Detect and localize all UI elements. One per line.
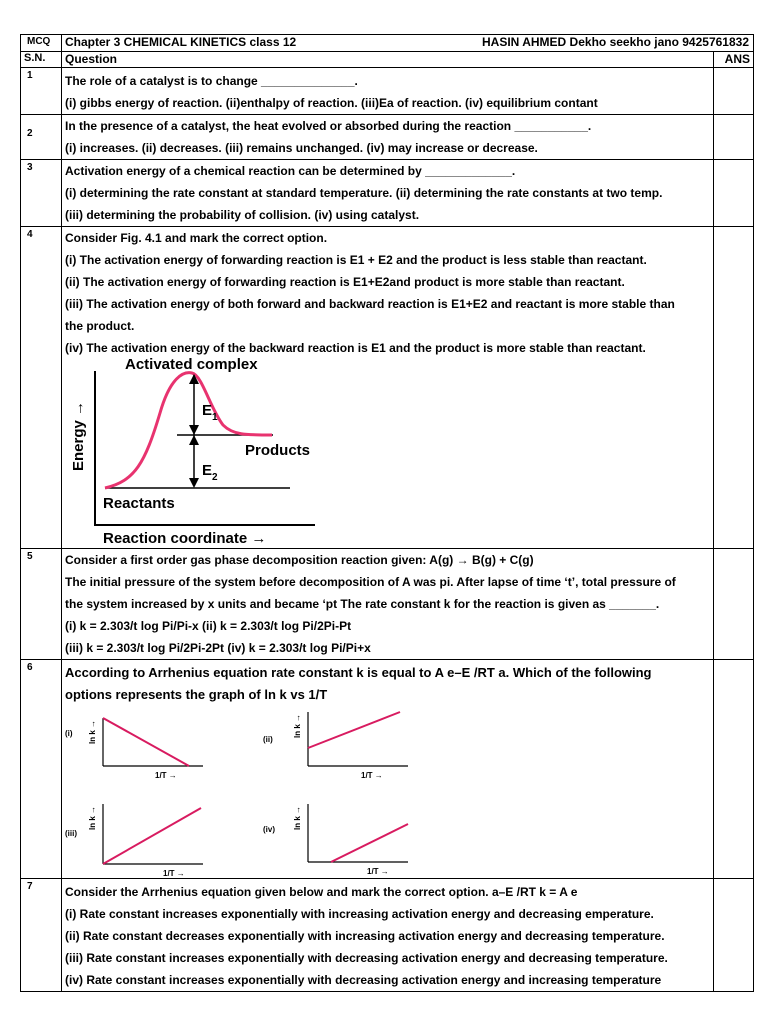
option-line: (iii) The activation energy of both forward and backward reaction is E1+E2 and reactant is more stable than [65,297,675,311]
question-text: options represents the graph of ln k vs 1/T [65,687,328,702]
question-row [21,68,754,115]
answer-cell[interactable] [714,160,754,227]
question-number: 3 [21,160,62,227]
author-info: HASIN AHMED Dekho seekho jano 9425761832 [482,35,749,49]
question-cell [62,160,714,227]
e1-label: $E_1$ [202,402,218,423]
answer-cell[interactable] [714,549,754,660]
question-cell [62,660,714,879]
page-title [62,35,754,52]
option-line: (iv) Rate constant increases exponentially with decreasing activation energy and increasing temperature [65,973,662,987]
option-line: (iii) Rate constant increases exponentially with decreasing activation energy and decreasing temperature. [65,951,668,965]
question-number: 5 [21,549,62,660]
question-cell [62,68,714,115]
svg-text:ln k →: ln k → [293,805,302,830]
graph-option-i[interactable] [65,718,203,780]
e2-arrow-tail [189,478,199,488]
option-line: (iii) determining the probability of collision. (iv) using catalyst. [65,208,420,222]
answer-cell[interactable] [714,879,754,992]
svg-text:(ii): (ii) [263,735,273,744]
e2-arrow-head [189,435,199,445]
svg-text:1/T →: 1/T → [163,869,185,878]
answer-cell[interactable] [714,68,754,115]
question-cell [62,227,714,549]
question-row [21,115,754,160]
question-cell [62,879,714,992]
answer-cell[interactable] [714,660,754,879]
graph-option-iv[interactable] [263,804,408,876]
e2-label: $E_2$ [202,462,218,483]
svg-text:ln k →: ln k → [88,805,97,830]
ln-k-line [331,824,408,862]
option-line: the product. [65,319,135,333]
column-header-row [21,52,754,68]
question-row [21,160,754,227]
question-cell [62,115,714,160]
ans-header: ANS [714,52,754,68]
question-text: The initial pressure of the system before decomposition of A was pi. After lapse of time ‘t’, total pressure of [65,575,676,589]
answer-cell[interactable] [714,115,754,160]
svg-text:(iii): (iii) [65,829,77,838]
option-line: (i) gibbs energy of reaction. (ii)enthalpy of reaction. (iii)Ea of reaction. (iv) equilibrium contant [65,96,598,110]
energy-curve [105,373,272,488]
option-line: (ii) Rate constant decreases exponentially with increasing activation energy and decreasing temperature. [65,929,665,943]
products-label: Products [245,442,311,459]
question-text: In the presence of a catalyst, the heat evolved or absorbed during the reaction ___________. [65,119,592,133]
answer-cell[interactable] [714,227,754,549]
option-line: (i) determining the rate constant at standard temperature. (ii) determining the rate constants at two temp. [65,186,663,200]
option-line: (iv) The activation energy of the backward reaction is E1 and the product is more stable than reactant. [65,341,646,355]
svg-text:(i): (i) [65,729,73,738]
option-line: (iii) k = 2.303/t log Pi/2Pi-2Pt (iv) k = 2.303/t log Pi/Pi+x [65,641,371,655]
graph-option-iii[interactable] [65,804,203,878]
question-cell [62,549,714,660]
mcq-table [20,34,754,992]
question-text: Consider a first order gas phase decomposition reaction given: A(g) → B(g) + C(g) [65,553,534,567]
e1-arrow-tail [189,425,199,435]
svg-text:ln k →: ln k → [293,713,302,738]
svg-text:ln k →: ln k → [88,719,97,744]
option-line: (ii) The activation energy of forwarding reaction is E1+E2and product is more stable than reactant. [65,275,625,289]
ln-k-line [103,808,201,864]
activated-complex-label: Activated complex [125,356,258,373]
question-text: The role of a catalyst is to change ______________. [65,74,358,88]
question-text: Consider the Arrhenius equation given below and mark the correct option. a–E /RT k = A e [65,885,578,899]
question-text: According to Arrhenius equation rate constant k is equal to A e–E /RT a. Which of the following [65,665,652,680]
mcq-label: MCQ [21,35,62,52]
ln-k-line [103,718,189,766]
question-number: 6 [21,660,62,879]
chapter-title: Chapter 3 CHEMICAL KINETICS class 12 [65,35,297,49]
question-text: the system increased by x units and became ‘pt The rate constant k for the reaction is given as _______. [65,597,660,611]
reactants-label: Reactants [103,495,175,512]
energy-profile-diagram [65,353,365,548]
ln-k-line [308,712,400,748]
question-row [21,879,754,992]
option-line: (i) Rate constant increases exponentially with increasing activation energy and decreasing emperature. [65,907,654,921]
question-header: Question [62,52,714,68]
sn-header: S.N. [21,52,62,68]
svg-text:1/T →: 1/T → [367,867,389,876]
header-row [21,35,754,52]
question-row [21,549,754,660]
arrhenius-graph-options [65,708,465,878]
graph-option-ii[interactable] [263,712,408,780]
question-text: Activation energy of a chemical reaction can be determined by _____________. [65,164,516,178]
question-number: 4 [21,227,62,549]
svg-text:1/T →: 1/T → [361,771,383,780]
question-number: 1 [21,68,62,115]
svg-text:(iv): (iv) [263,825,275,834]
option-line: (i) The activation energy of forwarding reaction is E1 + E2 and the product is less stable than reactant. [65,253,647,267]
question-row [21,660,754,879]
question-number: 2 [21,115,62,160]
x-axis-label: Reaction coordinate → [103,530,267,547]
option-line: (i) increases. (ii) decreases. (iii) remains unchanged. (iv) may increase or decrease. [65,141,538,155]
energy-axis-label: Energy → [70,400,87,471]
question-text: Consider Fig. 4.1 and mark the correct option. [65,231,328,245]
question-number: 7 [21,879,62,992]
question-row [21,227,754,549]
svg-text:1/T →: 1/T → [155,771,177,780]
option-line: (i) k = 2.303/t log Pi/Pi-x (ii) k = 2.303/t log Pi/2Pi-Pt [65,619,352,633]
